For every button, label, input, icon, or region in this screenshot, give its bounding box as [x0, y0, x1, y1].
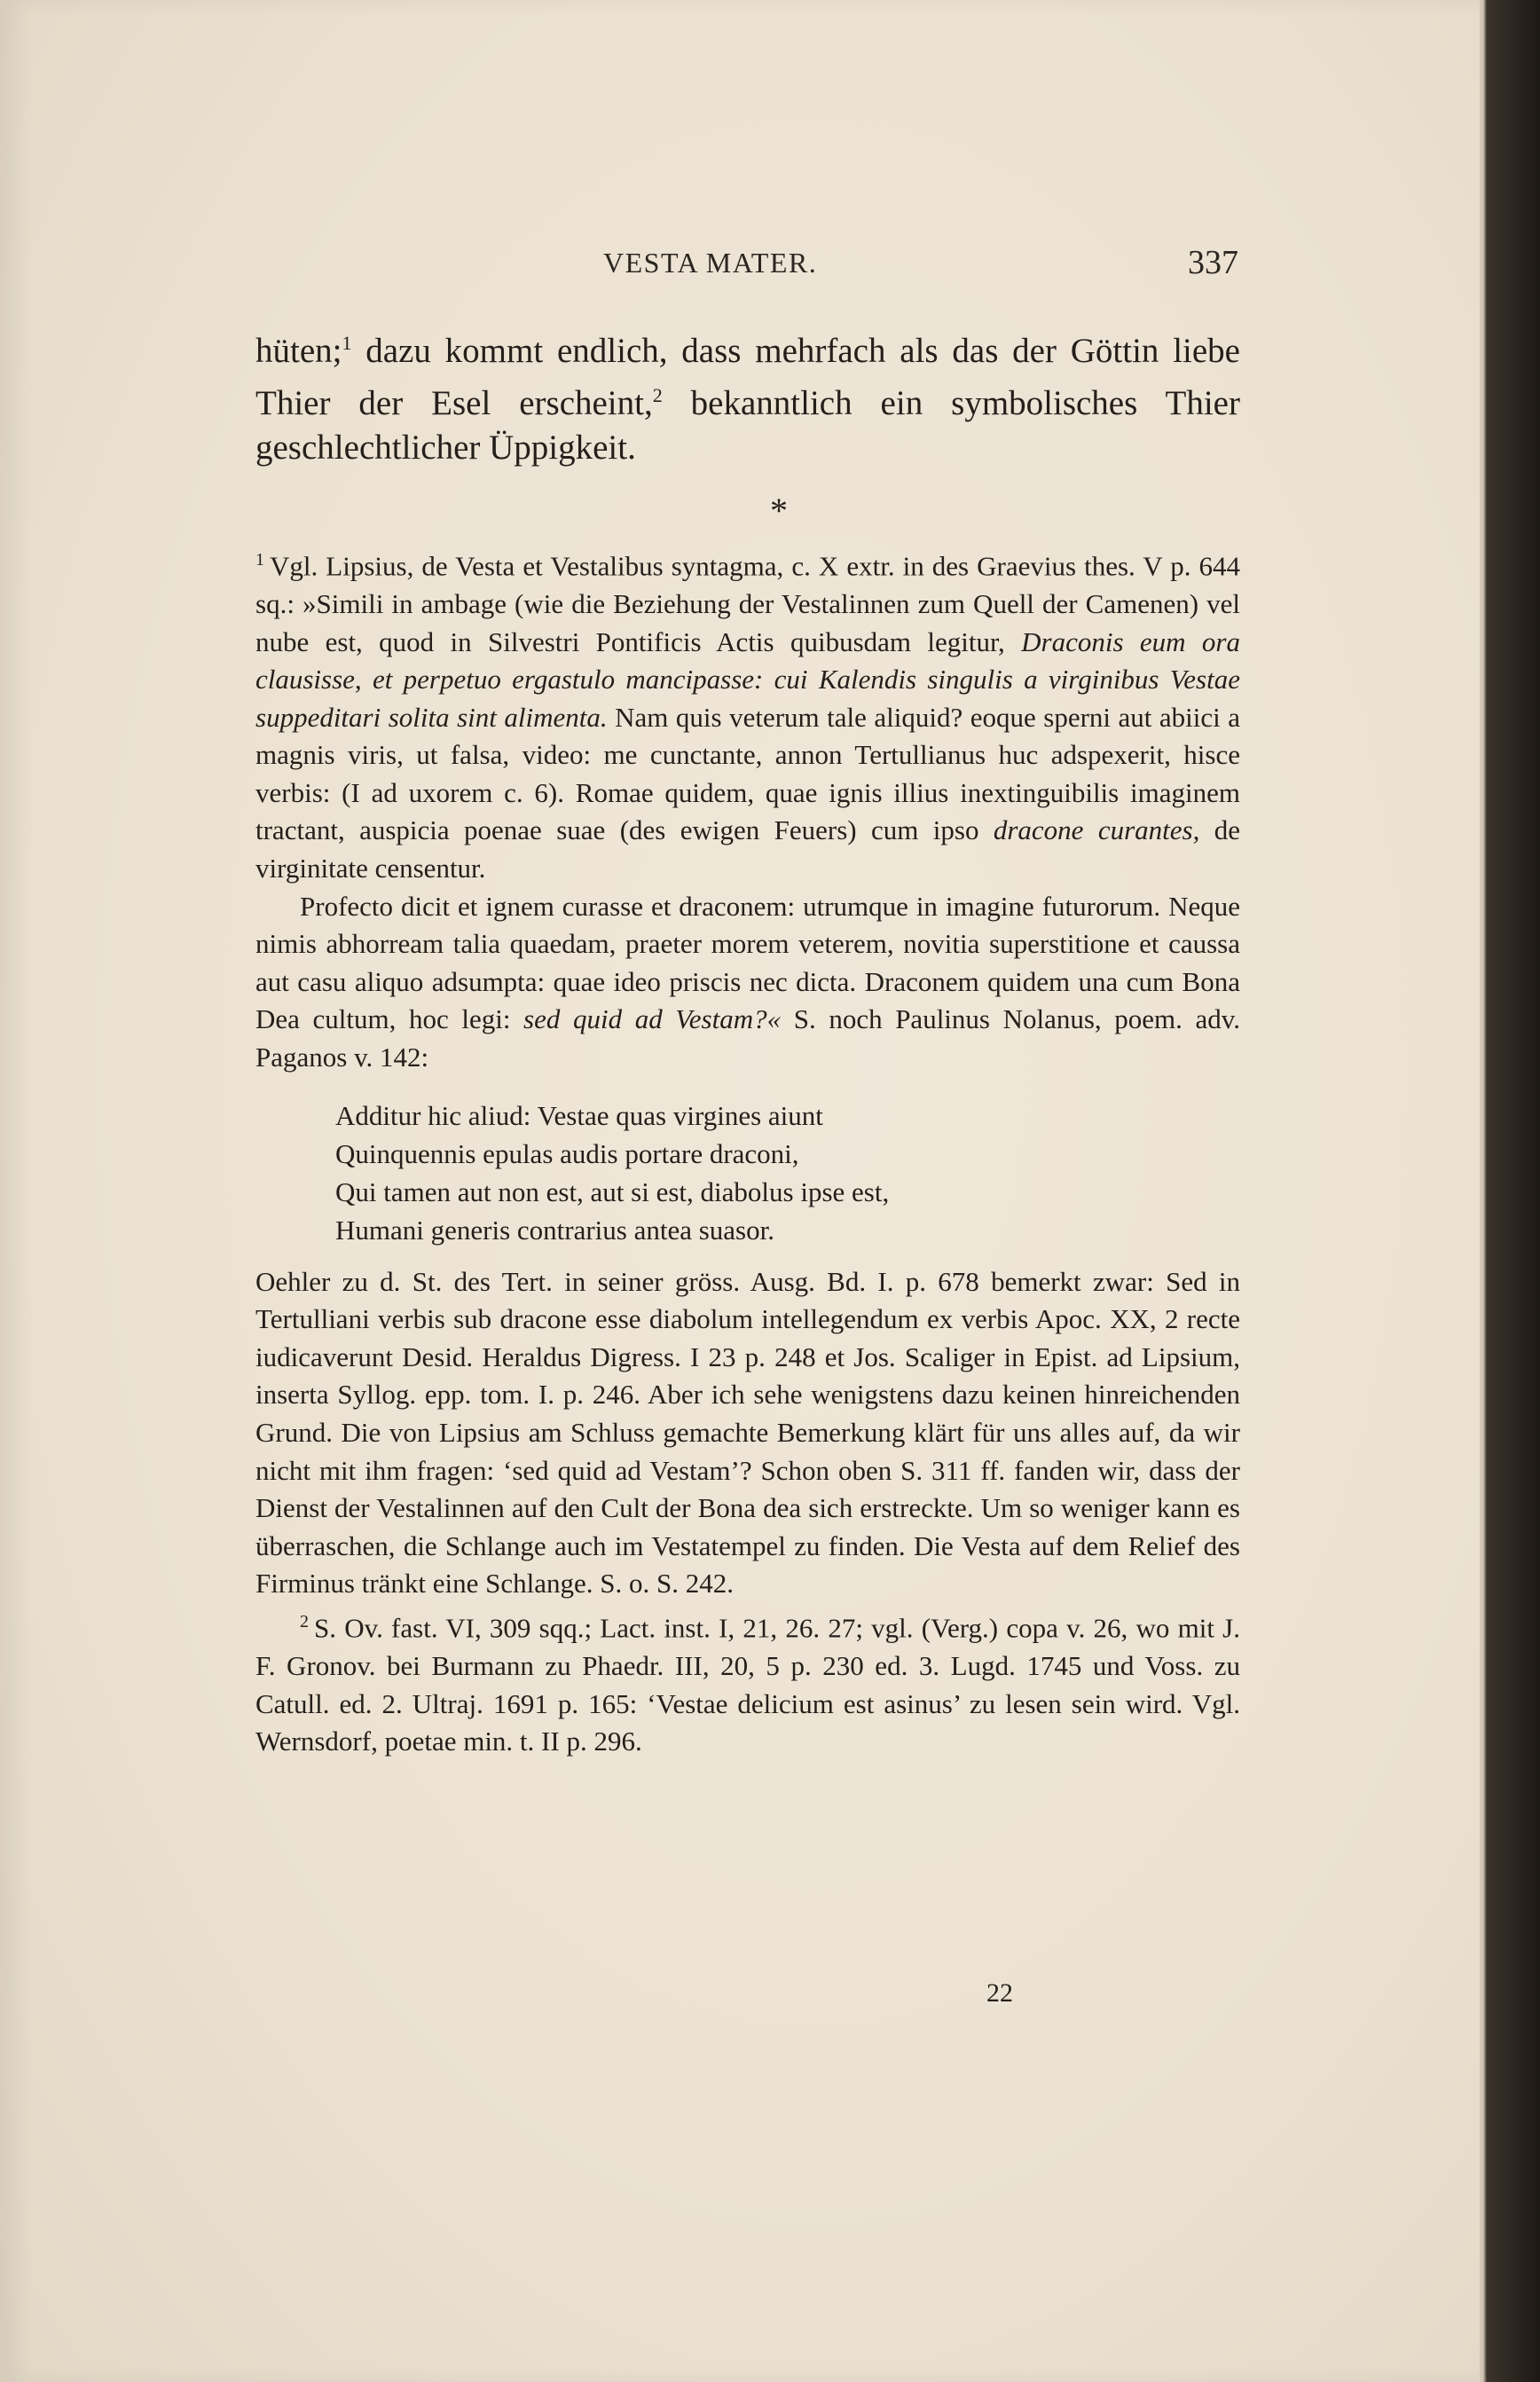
- footnote-text: Profecto dicit et ignem curasse et draconem: utrumque in imagine futurorum. Neque nimis abhorream talia quaedam, praeter morem veterem, novitia superstitione et caussa aut casu aliquo adsumpta: quae ideo priscis nec dicta. Draconem quidem una cum Bona Dea cultum, hoc legi:: [255, 890, 1240, 1035]
- footnote-1-paragraph-3: Oehler zu d. St. des Tert. in seiner gröss. Ausg. Bd. I. p. 678 bemerkt zwar: Sed in Tertulliani verbis sub dracone esse diabolum intellegendum ex verbis Apoc. XX, 2 recte iudicaverunt Desid. Heraldus Digress. I 23 p. 248 et Jos. Scaliger in Epist. ad Lipsium, inserta Syllog. epp. tom. I. p. 246. Aber ich sehe wenigstens dazu keinen hinreichenden Grund. Die von Lipsius am Schluss gemachte Bemerkung klärt für uns alles auf, da wir nicht mit ihm fragen: ‘sed quid ad Vestam’? Schon oben S. 311 ff. fanden wir, dass der Dienst der Vestalinnen auf den Cult der Bona dea sich erstreckte. Um so weniger kann es überraschen, die Schlange auch im Vestatempel zu finden. Die Vesta auf dem Relief des Firminus tränkt eine Schlange. S. o. S. 242.: [255, 1265, 1240, 1600]
- page-number: 337: [1188, 244, 1238, 281]
- footnote-text: S. noch Paulinus Nolanus, poem. adv. Paganos v. 142:: [255, 1003, 1240, 1073]
- signature-mark: 22: [986, 1978, 1013, 2008]
- text-block: [255, 321, 1240, 1761]
- page-header: [0, 240, 1480, 284]
- verse-line: Qui tamen aut non est, aut si est, diabolus ipse est,: [335, 1175, 890, 1207]
- footnote-ref-1: 1: [342, 332, 352, 354]
- verse-line: Quinquennis epulas audis portare draconi,: [335, 1137, 799, 1169]
- footnote-1-paragraph-2: [255, 888, 1240, 1077]
- section-separator: *: [770, 491, 788, 531]
- main-text-segment: hüten;: [255, 332, 342, 370]
- verse-line: Humani generis contrarius antea suasor.: [335, 1214, 774, 1246]
- main-text-segment: dazu kommt endlich, dass mehrfach als das der Göttin liebe Thier der Esel erscheint,: [255, 332, 1240, 422]
- main-paragraph: [255, 321, 1240, 470]
- footnote-ref-2: 2: [652, 384, 663, 406]
- verse-quotation: [335, 1097, 1240, 1249]
- running-title: VESTA MATER.: [603, 247, 818, 279]
- footnote-1-paragraph-1: [255, 541, 1240, 888]
- footnote-marker-1: 1: [255, 550, 264, 570]
- footnote-italic-phrase: sed quid ad Vestam?«: [523, 1003, 782, 1035]
- main-text-segment: bekanntlich ein symbolisches Thier geschlechtlicher Üppigkeit.: [255, 384, 1240, 467]
- footnote-italic-phrase: dracone curantes,: [993, 814, 1200, 846]
- footnote-italic-quote: Draconis eum ora clausisse, et perpetuo ergastulo mancipasse: cui Kalendis singulis a virginibus Vestae suppeditari solita sint alimenta.: [255, 625, 1240, 733]
- footnote-marker-2: 2: [300, 1611, 309, 1631]
- footnote-text: Vgl. Lipsius, de Vesta et Vestalibus syntagma, c. X extr. in des Graevius thes. V p. 644 sq.: »Simili in ambage (wie die Beziehung der Vestalinnen zum Quell der Camenen) vel nube est, quod in Silvestri Pontificis Actis quibusdam legitur,: [255, 550, 1240, 657]
- footnote-text: Nam quis veterum tale aliquid? eoque sperni aut abiici a magnis viris, ut falsa, video: me cunctante, annon Tertullianus huc adspexerit, hisce verbis: (I ad uxorem c. 6). Romae quidem, quae ignis illius inextinguibilis imaginem tractant, auspicia poenae suae (des ewigen Feuers) cum ipso: [255, 701, 1241, 846]
- footnote-text: S. Ov. fast. VI, 309 sqq.; Lact. inst. I, 21, 26. 27; vgl. (Verg.) copa v. 26, wo mit J. F. Gronov. bei Burmann zu Phaedr. III, 20, 5 p. 230 ed. 3. Lugd. 1745 und Voss. zu Catull. ed. 2. Ultraj. 1691 p. 165: ‘Vestae delicium est asinus’ zu lesen sein wird. Vgl. Wernsdorf, poetae min. t. II p. 296.: [255, 1612, 1240, 1757]
- footnote-2: [255, 1603, 1240, 1761]
- footnote-text: de virginitate censentur.: [255, 814, 1241, 884]
- verse-line: Additur hic aliud: Vestae quas virgines aiunt: [335, 1099, 823, 1131]
